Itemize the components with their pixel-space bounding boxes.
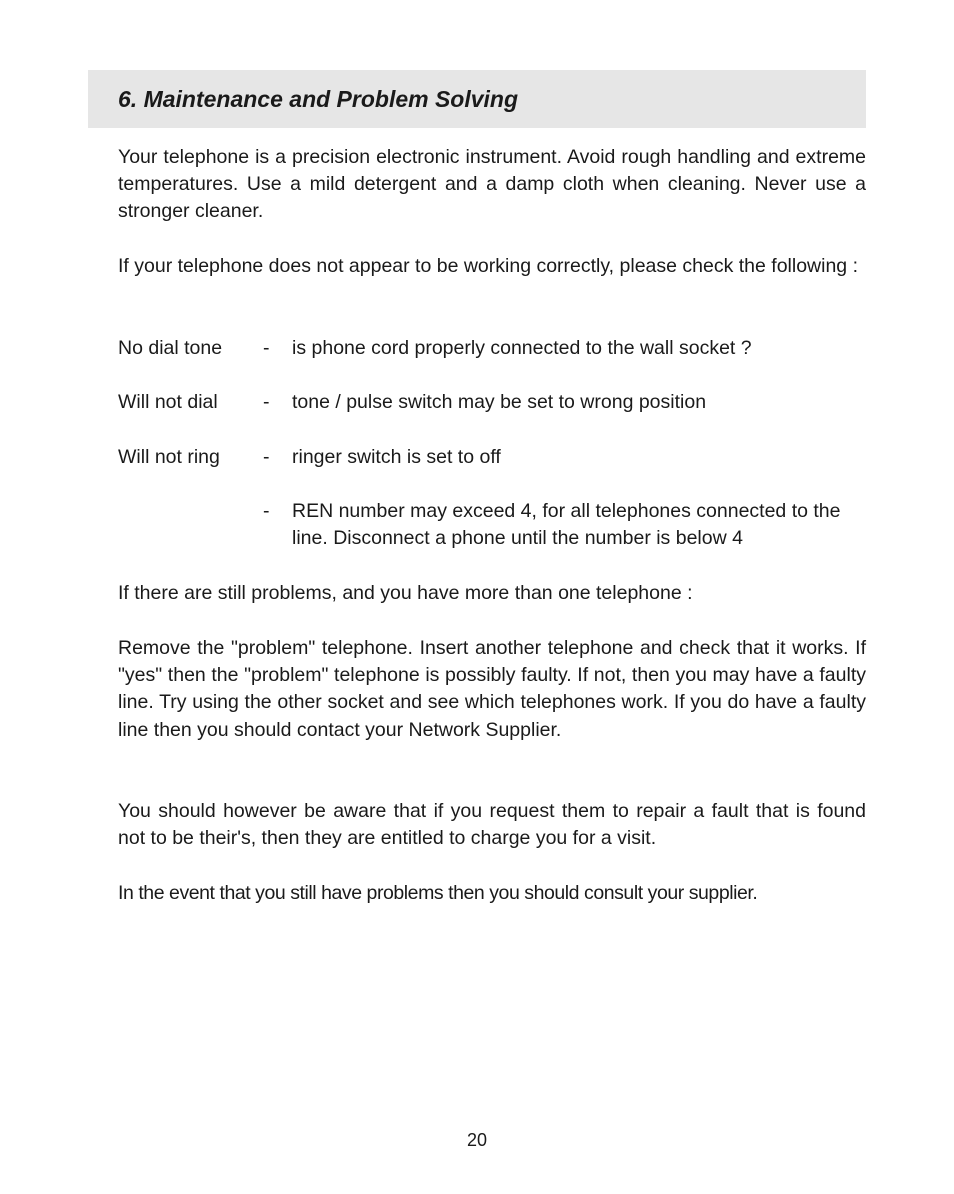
repair-charge-paragraph: You should however be aware that if you request them to repair a fault that is found not to be their's, then they are entitled to charge you for a visit.: [118, 800, 866, 850]
check-symptom: No dial tone: [118, 337, 223, 359]
check-dash: -: [263, 446, 270, 468]
section-title: 6. Maintenance and Problem Solving: [118, 86, 519, 112]
check-dash: -: [263, 337, 270, 359]
check-dash: -: [263, 500, 270, 522]
check-intro-paragraph: If your telephone does not appear to be working correctly, please check the following :: [118, 255, 858, 277]
remove-phone-paragraph: Remove the "problem" telephone. Insert another telephone and check that it works. If "yes" then the "problem" telephone is possibly faulty. If not, then you may have a faulty line. Try using the other socket and see which telephones work. If you do have a faulty line then you should contact your Network Supplier.: [118, 637, 866, 741]
still-problems-paragraph: If there are still problems, and you have more than one telephone :: [118, 582, 693, 604]
page-number: 20: [466, 1130, 488, 1150]
check-remedy: tone / pulse switch may be set to wrong position: [292, 391, 707, 413]
check-symptom: Will not dial: [118, 391, 218, 413]
consult-supplier-paragraph: In the event that you still have problems then you should consult your supplier.: [118, 882, 758, 904]
check-remedy: ringer switch is set to off: [292, 446, 501, 468]
check-remedy: is phone cord properly connected to the wall socket ?: [292, 337, 752, 359]
check-symptom: Will not ring: [118, 446, 220, 468]
check-remedy: REN number may exceed 4, for all telephones connected to the line. Disconnect a phone until the number is below 4: [292, 500, 841, 550]
intro-paragraph: Your telephone is a precision electronic instrument. Avoid rough handling and extreme temperatures. Use a mild detergent and a damp cloth when cleaning. Never use a stronger cleaner.: [118, 146, 866, 223]
check-dash: -: [263, 391, 270, 413]
